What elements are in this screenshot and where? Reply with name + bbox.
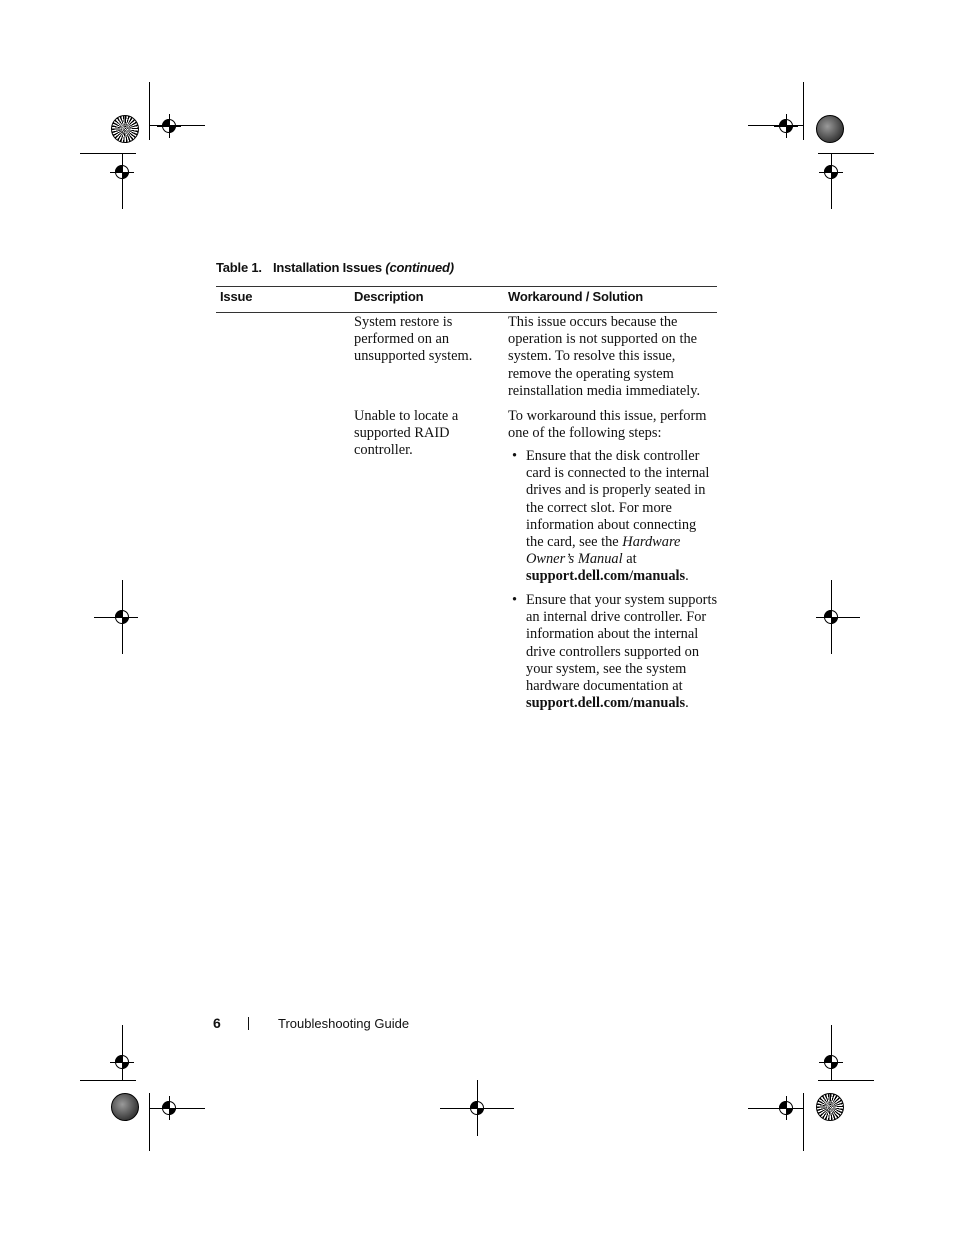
workaround-step-2 [526, 592, 720, 712]
registration-star-icon [111, 115, 139, 143]
text-line [526, 534, 720, 551]
text-line: one of the following steps: [508, 425, 662, 442]
column-header-workaround: Workaround / Solution [508, 289, 643, 304]
table-continued: (continued) [385, 260, 454, 275]
support-url: support.dell.com/manuals [526, 695, 686, 712]
text-line: drive controllers supported on [526, 643, 700, 660]
text-line [526, 568, 720, 585]
text-line: To workaround this issue, perform [508, 408, 707, 424]
table-caption [216, 260, 454, 275]
text-line: Ensure that your system supports [526, 592, 718, 608]
table-row-1-workaround [508, 314, 720, 400]
text-line: drives and is properly seated in [526, 482, 706, 499]
manual-title: Owner’s Manual [526, 551, 623, 568]
column-header-description: Description [354, 289, 424, 304]
column-header-issue: Issue [220, 289, 253, 304]
text-line: System restore is [354, 314, 453, 330]
text-line: performed on an [354, 331, 450, 348]
table-row-2-description [354, 408, 504, 460]
footer-separator [248, 1017, 249, 1030]
registration-disc-icon [816, 115, 844, 143]
text-line: system. To resolve this issue, [508, 348, 676, 365]
registration-star-icon [816, 1093, 844, 1121]
workaround-step-1 [526, 448, 720, 586]
table-row-2-workaround-intro [508, 408, 720, 442]
text-line: reinstallation media immediately. [508, 382, 701, 399]
text-line: an internal drive controller. For [526, 609, 707, 626]
registration-disc-icon [111, 1093, 139, 1121]
table-number: Table 1. [216, 260, 262, 275]
text-line: This issue occurs because the [508, 314, 678, 330]
text-line: information about the internal [526, 626, 699, 643]
text-line: hardware documentation at [526, 678, 683, 695]
text-run: at [622, 551, 637, 568]
footer-title: Troubleshooting Guide [278, 1016, 410, 1031]
text-run: . [685, 695, 689, 712]
support-url: support.dell.com/manuals [526, 568, 686, 585]
text-line: Unable to locate a [354, 408, 459, 424]
text-line: remove the operating system [508, 365, 674, 382]
text-line: operation is not supported on the [508, 331, 698, 348]
page-number: 6 [213, 1015, 221, 1031]
bullet-icon: • [512, 448, 518, 464]
text-line: information about connecting [526, 516, 697, 533]
table-title: Installation Issues [273, 260, 382, 275]
text-line: controller. [354, 442, 413, 459]
table-top-rule [216, 286, 717, 287]
text-run: . [685, 568, 689, 585]
table-row-1-description [354, 314, 504, 366]
text-line: the correct slot. For more [526, 499, 672, 516]
text-line: Ensure that the disk controller [526, 448, 700, 464]
text-line: your system, see the system [526, 660, 687, 677]
text-line: unsupported system. [354, 348, 473, 365]
bullet-icon: • [512, 592, 518, 608]
text-line [526, 695, 720, 712]
text-line: supported RAID [354, 425, 450, 442]
text-line: card is connected to the internal [526, 465, 710, 482]
table-header-rule [216, 312, 717, 313]
text-line [526, 551, 720, 568]
manual-title: Hardware [622, 534, 681, 551]
text-run: the card, see the [526, 534, 623, 551]
